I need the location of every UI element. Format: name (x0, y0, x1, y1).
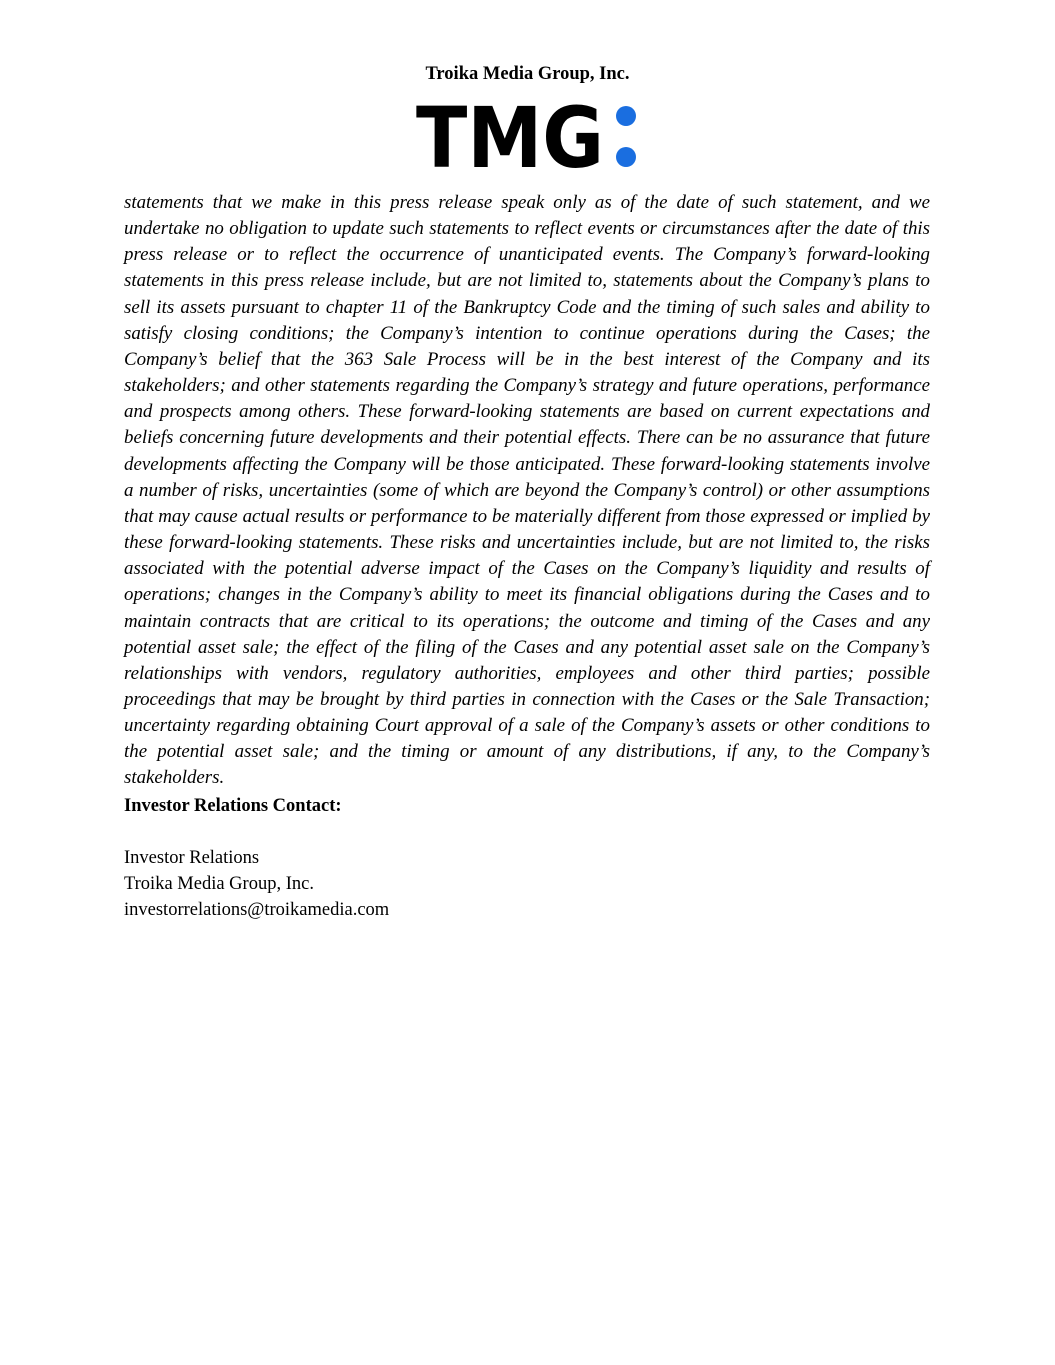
tmg-logo-graphic (416, 104, 640, 170)
logo-dot-bottom (616, 147, 636, 167)
company-name-header: Troika Media Group, Inc. (425, 64, 630, 84)
contact-department: Investor Relations (124, 848, 260, 868)
contact-details (124, 845, 389, 924)
forward-looking-statements-paragraph: statements that we make in this press release speak only as of the date of such statement, and we undertake no obligation to update such statements to reflect events or circumstances after the date of this press release or to reflect the occurrence of unanticipated events. The Company’s forward-looking statements in this press release include, but are not limited to, statements about the Company’s plans to sell its assets pursuant to chapter 11 of the Bankruptcy Code and the timing of such sales and ability to satisfy closing conditions; the Company’s intention to continue operations during the Cases; the Company’s belief that the 363 Sale Process will be in the best interest of the Company and its stakeholders; and other statements regarding the Company’s strategy and future operations, performance and prospects among others. These forward-looking statements are based on current expectations and beliefs concerning future developments and their potential effects. There can be no assurance that future developments affecting the Company will be those anticipated. These forward-looking statements involve a number of risks, uncertainties (some of which are beyond the Company’s control) or other assumptions that may cause actual results or performance to be materially different from those expressed or implied by these forward-looking statements. These risks and uncertainties include, but are not limited to, the risks associated with the potential adverse impact of the Cases on the Company’s liquidity and results of operations; changes in the Company’s ability to meet its financial obligations during the Cases and to maintain contracts that are critical to its operations; the outcome and timing of the Cases and any potential asset sale; the effect of the filing of the Cases and any potential asset sale on the Company’s relationships with vendors, regulatory authorities, employees and other third parties; possible proceedings that may be brought by third parties in connection with the Cases or the Sale Transaction; uncertainty regarding obtaining Court approval of a sale of the Company’s assets or other conditions to the potential asset sale; and the timing or amount of any distributions, if any, to the Company’s stakeholders. (124, 192, 930, 789)
contact-email[interactable]: investorrelations@troikamedia.com (124, 900, 390, 921)
investor-relations-heading: Investor Relations Contact: (124, 796, 342, 816)
tmg-logo (416, 104, 640, 170)
logo-text: TMG (416, 104, 604, 170)
logo-dot-top (616, 106, 636, 126)
contact-company: Troika Media Group, Inc. (124, 874, 314, 895)
